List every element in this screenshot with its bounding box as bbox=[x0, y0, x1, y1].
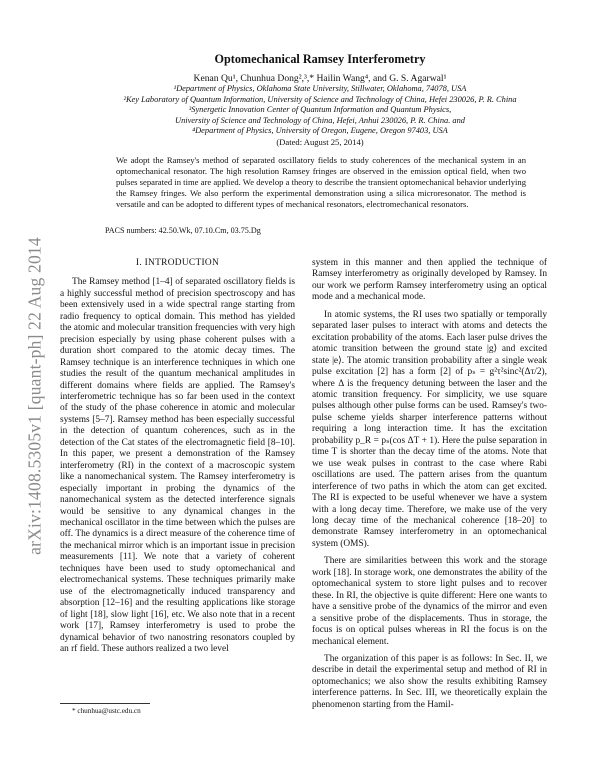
body-paragraph: system in this manner and then applied the technique of Ramsey interferometry as originally developed by Ramsey. In our work we perform Ramsey interferometry using an optical mode and a mechanical mode. bbox=[312, 258, 547, 303]
body-paragraph: In atomic systems, the RI uses two spatially or temporally separated laser pulses to interact with atoms and detects the excitation probability of the atoms. Each laser pulse drives the atomic transition between the ground state |g⟩ and excited state |e⟩. The atomic transition probability after a single weak pulse excitation [2] has a form [2] of pₛ = g²τ²sinc²(Δτ/2), where Δ is the frequency detuning between the laser and the atomic transition frequency. For simplicity, we use square pulses although other pulse forms can be used. Ramsey's two-pulse scheme yields sharper interference patterns without requiring a long interaction time. It has the excitation probability p_R = pₛ(cos ΔT + 1). Here the pulse separation in time T is shorter than the decay time of the atoms. Note that we use weak pulses in contrast to the case where Rabi oscillations are used. The pattern arises from the quantum interference of two paths in which the atom can get excited. The RI is expected to be useful whenever we have a system with a long decay time. Therefore, we make use of the very long decay time of the mechanical coherence [18–20] to demonstrate Ramsey interferometry in an optomechanical system (OMS). bbox=[312, 309, 547, 549]
footnote: * chunhua@ustc.edu.cn bbox=[72, 707, 141, 715]
arxiv-sidebar bbox=[0, 0, 56, 776]
author-list: Kenan Qu¹, Chunhua Dong²,³,* Hailin Wang⁴, and G. S. Agarwal¹ bbox=[193, 73, 447, 84]
right-column bbox=[312, 258, 547, 717]
date-line: (Dated: August 25, 2014) bbox=[276, 137, 364, 147]
body-paragraph: There are similarities between this work and the storage work [18]. In storage work, one demonstrates the ability of the optomechanical system to store light pulses and to recover these. In RI, the objective is quite different: Here one wants to have a sensitive probe of the dynamics of the mirror and even a sensitive probe of the displacements. Thus in storage, the focus is on optical pulses whereas in RI the focus is on the mechanical element. bbox=[312, 556, 547, 647]
paper-title: Optomechanical Ramsey Interferometry bbox=[214, 52, 426, 66]
footnote-divider bbox=[60, 703, 150, 704]
body-paragraph: The organization of this paper is as follows: In Sec. II, we describe in detail the experimental setup and method of RI in optomechanics; we also show the results exhibiting Ramsey interference patterns. In Sec. III, we theoretically explain the phenomenon starting from the Hamil- bbox=[312, 653, 547, 710]
affiliation-line: ³Synergetic Innovation Center of Quantum Information and Quantum Physics, bbox=[188, 105, 452, 115]
affiliation-line: University of Science and Technology of China, Hefei, Anhui 230026, P. R. China. and bbox=[175, 115, 465, 125]
affiliation-line: ¹Department of Physics, Oklahoma State University, Stillwater, Oklahoma, 74078, USA bbox=[173, 84, 467, 93]
section-heading: I. INTRODUCTION bbox=[135, 258, 220, 268]
abstract: We adopt the Ramsey's method of separated oscillatory fields to study coherences of the mechanical system in an optomechanical resonator. The high resolution Ramsey fringes are observed in the emission optical field, when two pulses separated in time are applied. We develop a theory to describe the transient optomechanical behavior underlying the Ramsey fringes. We also perform the experimental demonstration using a silica microresonator. The method is versatile and can be adopted to different types of mechanical resonators, electromechanical resonators. bbox=[116, 155, 526, 210]
affiliations bbox=[60, 84, 580, 137]
body-paragraph: The Ramsey method [1–4] of separated oscillatory fields is a highly successful method of precision spectroscopy and has been extensively used in a wide spectral range starting from radio frequency to optical domain. This method has yielded the atomic and molecular transition frequencies with very high precision especially by using phase coherent pulses with a duration short compared to the atomic decay times. The Ramsey technique is an interference techniques in which one studies the result of the quantum mechanical amplitudes in different domains where fields are applied. The Ramsey's interferometric technique has so far been used in the context of the study of the phase coherence in atomic and molecular systems [5–7]. Ramsey method has been especially successful in the detection of quantum coherences, such as in the detection of the Cat states of the electromagnetic field [8–10]. In this paper, we present a demonstration of the Ramsey interferometry (RI) in the context of a macroscopic system like a nanomechanical system. The Ramsey interferometry is especially important in probing the dynamics of the nanomechanical system as the detected interference signals would be sensitive to any dynamical changes in the mechanical oscillator in the time between which the pulses are off. The dynamics is a direct measure of the coherence time of the mechanical mirror which is an important issue in precision measurements [11]. We note that a variety of coherent techniques have been used to study optomechanical and electromechanical systems. These techniques primarily make use of the electromagnetically induced transparency and absorption [12–16] and the resulting applications like storage of light [18], slow light [16], etc. We also note that in a recent work [17], Ramsey interferometry is used to probe the dynamical behavior of two nanostring resonators coupled by an rf field. These authors realized a two level bbox=[60, 277, 295, 654]
affiliation-line: ²Key Laboratory of Quantum Information, University of Science and Technology of China, Hefei 230026, P. R. China bbox=[123, 94, 517, 104]
left-column bbox=[60, 258, 295, 661]
affiliation-line: ⁴Department of Physics, University of Oregon, Eugene, Oregon 97403, USA bbox=[192, 126, 448, 136]
paper-page bbox=[60, 0, 580, 776]
pacs-numbers: PACS numbers: 42.50.Wk, 07.10.Cm, 03.75.Dg bbox=[105, 226, 261, 235]
arxiv-identifier: arXiv:1408.5305v1 [quant-ph] 22 Aug 2014 bbox=[24, 237, 45, 555]
